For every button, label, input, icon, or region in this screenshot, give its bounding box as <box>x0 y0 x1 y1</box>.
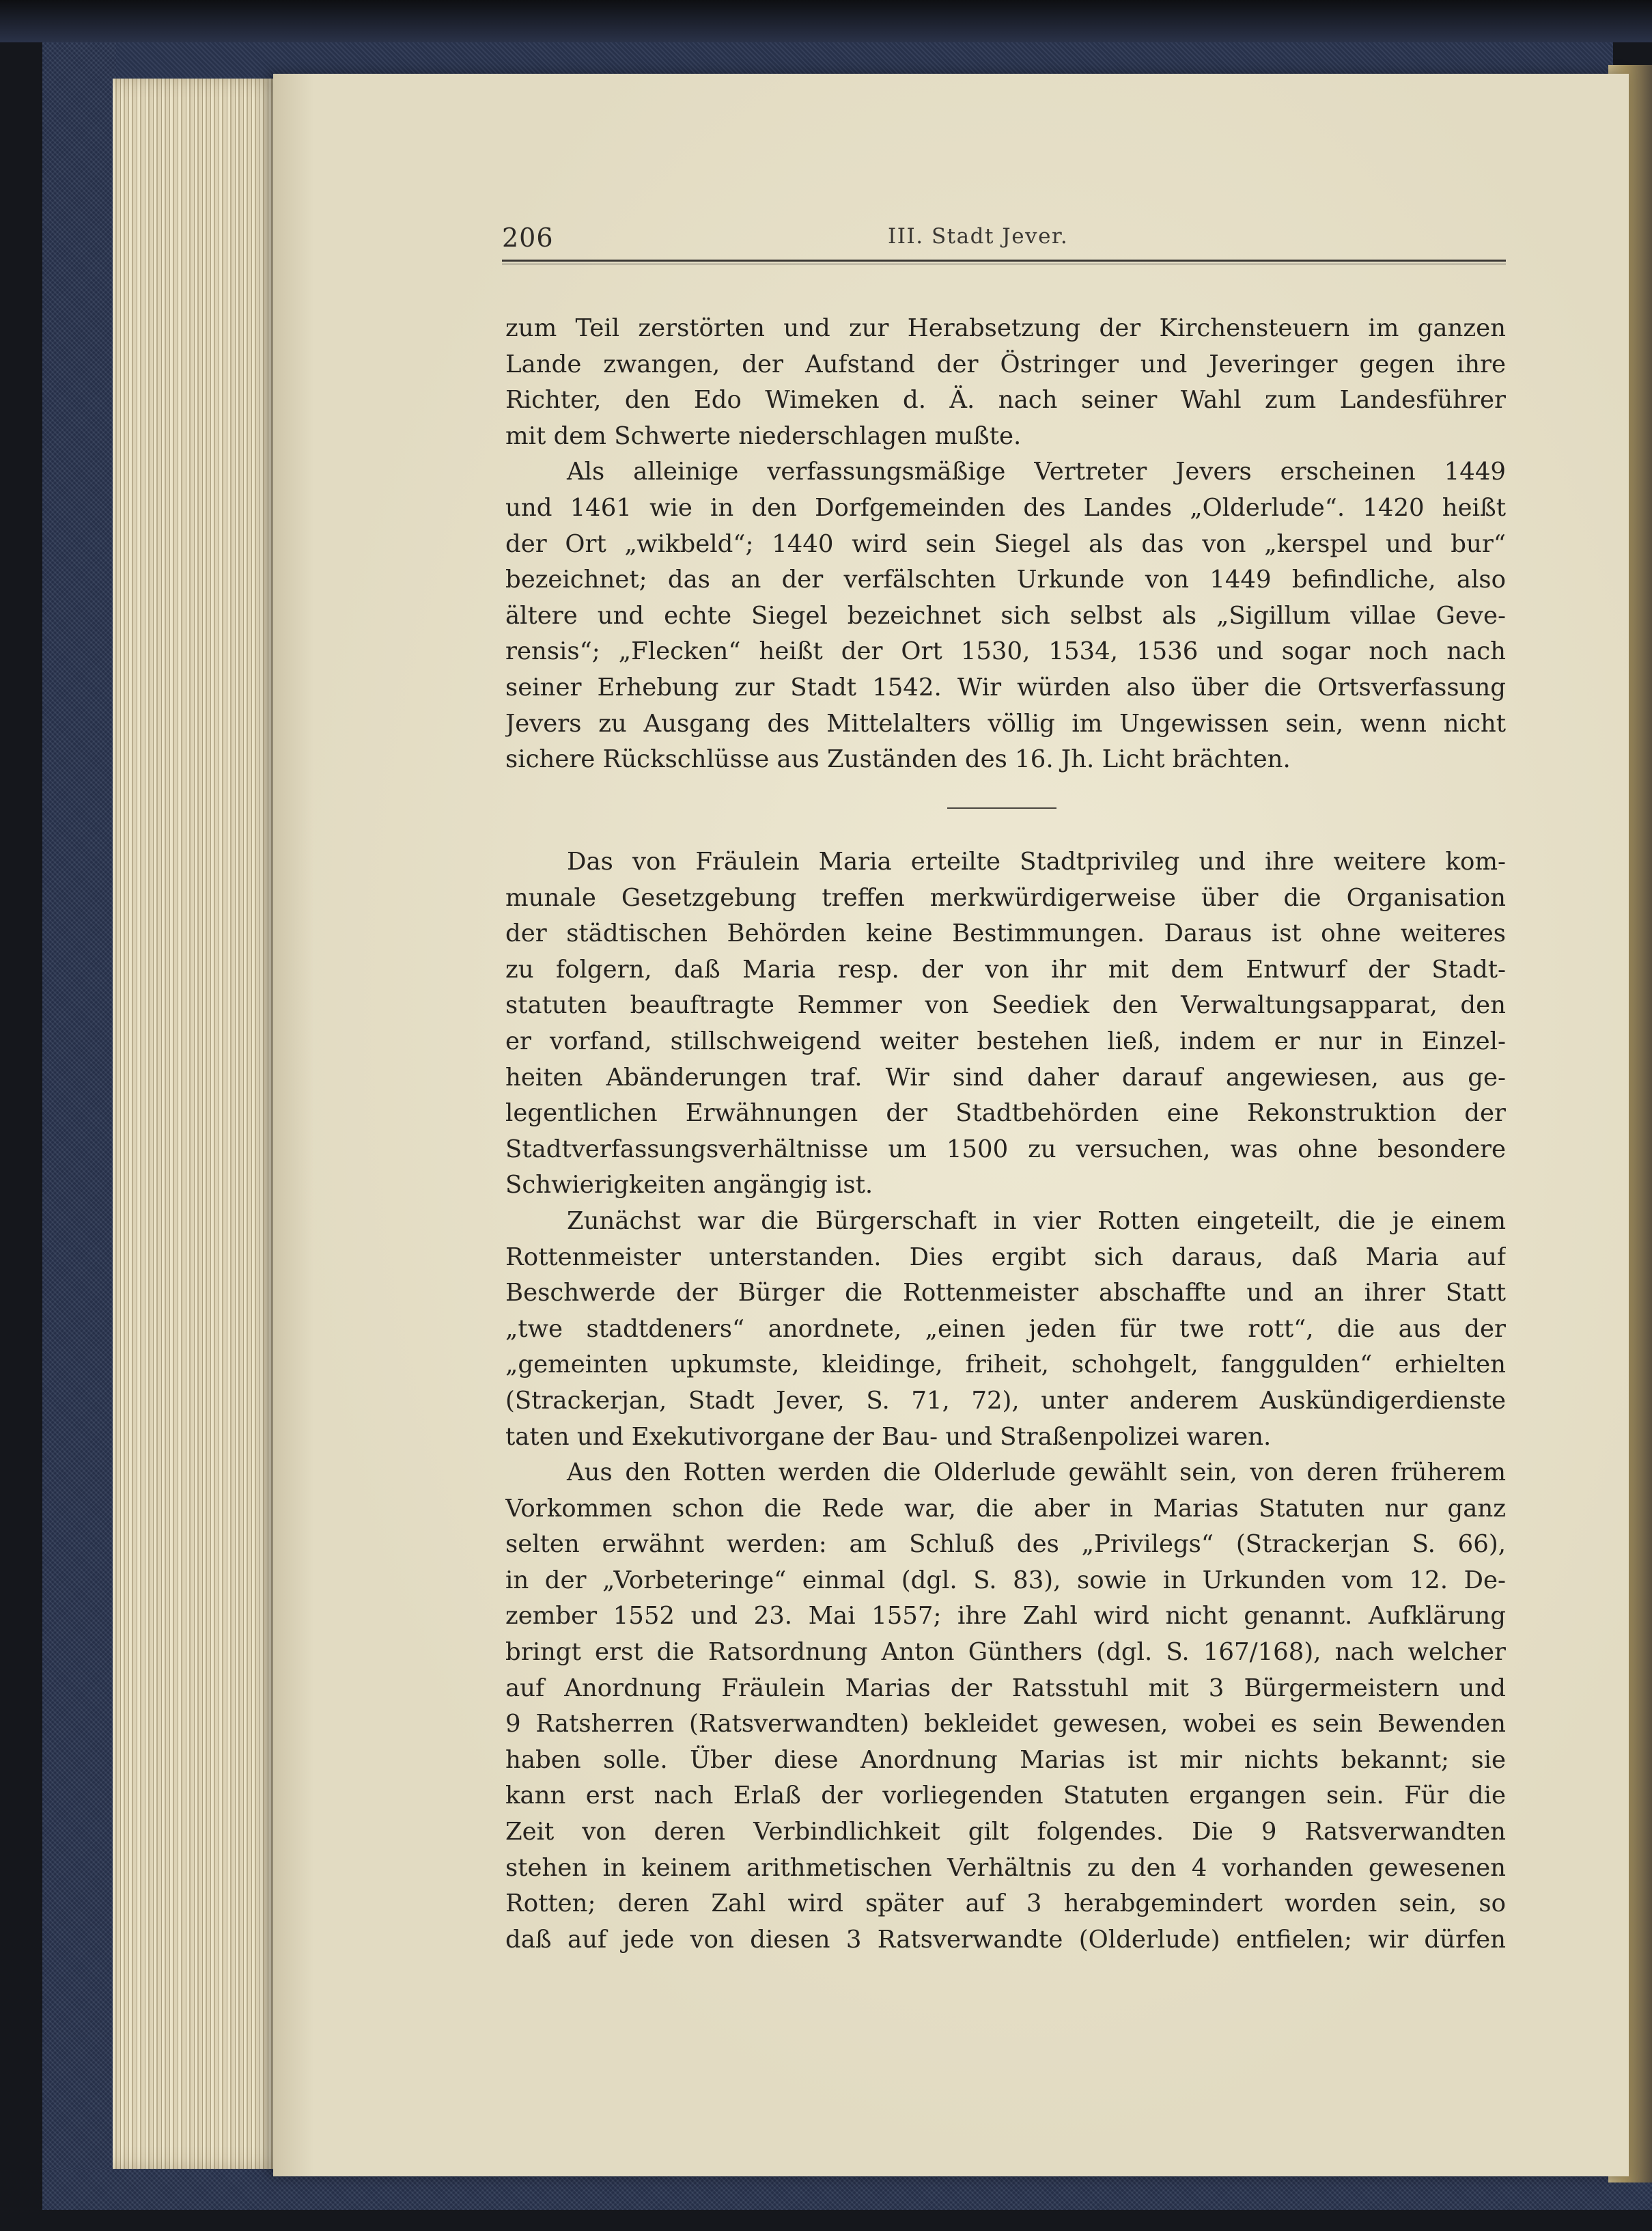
text-line: Zeit von deren Verbindlichkeit gilt folgendes. Die 9 Ratsverwandten <box>505 1818 1506 1846</box>
text-line: haben solle. Über diese Anordnung Marias ist mir nichts bekannt; sie <box>505 1745 1506 1774</box>
text-line: kann erst nach Erlaß der vorliegenden Statuten ergangen sein. Für die <box>505 1782 1506 1810</box>
text-line: Schwierigkeiten angängig ist. <box>505 1171 873 1200</box>
text-line: rensis“; „Flecken“ heißt der Ort 1530, 1534, 1536 und sogar noch nach <box>505 637 1506 666</box>
text-line: er vorfand, stillschweigend weiter bestehen ließ, indem er nur in Einzel- <box>505 1027 1506 1055</box>
text-line: ältere und echte Siegel bezeichnet sich selbst als „Sigillum villae Geve- <box>505 601 1506 630</box>
text-line: statuten beauftragte Remmer von Seediek den Verwaltungsapparat, den <box>505 991 1506 1020</box>
text-line: heiten Abänderungen traf. Wir sind daher darauf angewiesen, aus ge- <box>505 1063 1506 1092</box>
text-line: Richter, den Edo Wimeken d. Ä. nach seiner Wahl zum Landesführer <box>505 386 1506 415</box>
running-head <box>502 212 1513 266</box>
text-line: der Ort „wikbeld“; 1440 wird sein Siegel als das von „kerspel und bur“ <box>505 529 1506 558</box>
text-line: Beschwerde der Bürger die Rottenmeister abschaffte und an ihrer Statt <box>505 1279 1506 1307</box>
text-line: und 1461 wie in den Dorfgemeinden des Landes „Olderlude“. 1420 heißt <box>505 493 1506 522</box>
text-line: „twe stadtdeners“ anordnete, „einen jeden für twe rott“, die aus der <box>505 1314 1506 1343</box>
running-title: III. Stadt Jever. <box>888 224 1069 249</box>
text-line: Aus den Rotten werden die Olderlude gewählt sein, von deren früherem <box>567 1458 1506 1487</box>
text-line: Stadtverfassungsverhältnisse um 1500 zu versuchen, was ohne besondere <box>505 1135 1506 1163</box>
text-line: Rottenmeister unterstanden. Dies ergibt sich daraus, daß Maria auf <box>505 1243 1506 1271</box>
text-line: 9 Ratsherren (Ratsverwandten) bekleidet gewesen, wobei es sein Bewenden <box>505 1710 1506 1738</box>
text-line: zum Teil zerstörten und zur Herabsetzung der Kirchensteuern im ganzen <box>505 314 1506 342</box>
page-number: 206 <box>502 223 554 253</box>
text-line: daß auf jede von diesen 3 Ratsverwandte (Olderlude) entfielen; wir dürfen <box>505 1925 1506 1954</box>
text-line: Rotten; deren Zahl wird später auf 3 herabgemindert worden sein, so <box>505 1889 1506 1918</box>
scan-top-edge <box>0 0 1652 42</box>
text-line: Vorkommen schon die Rede war, die aber in Marias Statuten nur ganz <box>505 1494 1506 1523</box>
text-line: Lande zwangen, der Aufstand der Östringer und Jeveringer gegen ihre <box>505 350 1506 378</box>
paragraph-block-1 <box>505 311 1506 778</box>
text-line: taten und Exekutivorgane der Bau- und Straßenpolizei waren. <box>505 1422 1272 1451</box>
text-line: der städtischen Behörden keine Bestimmungen. Daraus ist ohne weiteres <box>505 919 1506 948</box>
text-line: stehen in keinem arithmetischen Verhältnis zu den 4 vorhanden gewesenen <box>505 1853 1506 1882</box>
text-line: „gemeinten upkumste, kleidinge, friheit, schohgelt, fanggulden“ erhielten <box>505 1350 1506 1379</box>
text-line: Jevers zu Ausgang des Mittelalters völlig im Ungewissen sein, wenn nicht <box>505 709 1506 738</box>
text-line: selten erwähnt werden: am Schluß des „Privilegs“ (Strackerjan S. 66), <box>505 1530 1506 1559</box>
text-line: in der „Vorbeteringe“ einmal (dgl. S. 83), sowie in Urkunden vom 12. De- <box>505 1566 1506 1594</box>
text-line: auf Anordnung Fräulein Marias der Ratsstuhl mit 3 Bürgermeistern und <box>505 1674 1506 1702</box>
text-line: sichere Rückschlüsse aus Zuständen des 16. Jh. Licht brächten. <box>505 745 1291 774</box>
text-line: mit dem Schwerte niederschlagen mußte. <box>505 421 1022 450</box>
paragraph-block-2 <box>505 844 1506 1958</box>
section-divider <box>947 807 1056 809</box>
text-line: Zunächst war die Bürgerschaft in vier Rotten eingeteilt, die je einem <box>567 1206 1506 1235</box>
book-cover-left <box>42 42 116 2208</box>
text-line: bringt erst die Ratsordnung Anton Günthers (dgl. S. 167/168), nach welcher <box>505 1638 1506 1667</box>
text-line: seiner Erhebung zur Stadt 1542. Wir würden also über die Ortsverfassung <box>505 673 1506 702</box>
text-line: legentlichen Erwähnungen der Stadtbehörden eine Rekonstruktion der <box>505 1099 1506 1128</box>
text-line: zember 1552 und 23. Mai 1557; ihre Zahl wird nicht genannt. Aufklärung <box>505 1602 1506 1631</box>
text-line: Als alleinige verfassungsmäßige Vertreter Jevers erscheinen 1449 <box>567 458 1506 486</box>
text-line: Das von Fräulein Maria erteilte Stadtprivileg und ihre weitere kom- <box>567 848 1506 876</box>
text-line: munale Gesetzgebung treffen merkwürdigerweise über die Organisation <box>505 883 1506 912</box>
text-line: zu folgern, daß Maria resp. der von ihr mit dem Entwurf der Stadt- <box>505 955 1506 984</box>
text-line: (Strackerjan, Stadt Jever, S. 71, 72), unter anderem Auskündigerdienste <box>505 1386 1506 1415</box>
text-line: bezeichnet; das an der verfälschten Urkunde von 1449 befindliche, also <box>505 566 1506 594</box>
header-rule <box>502 260 1506 264</box>
page-edges <box>113 79 297 2169</box>
